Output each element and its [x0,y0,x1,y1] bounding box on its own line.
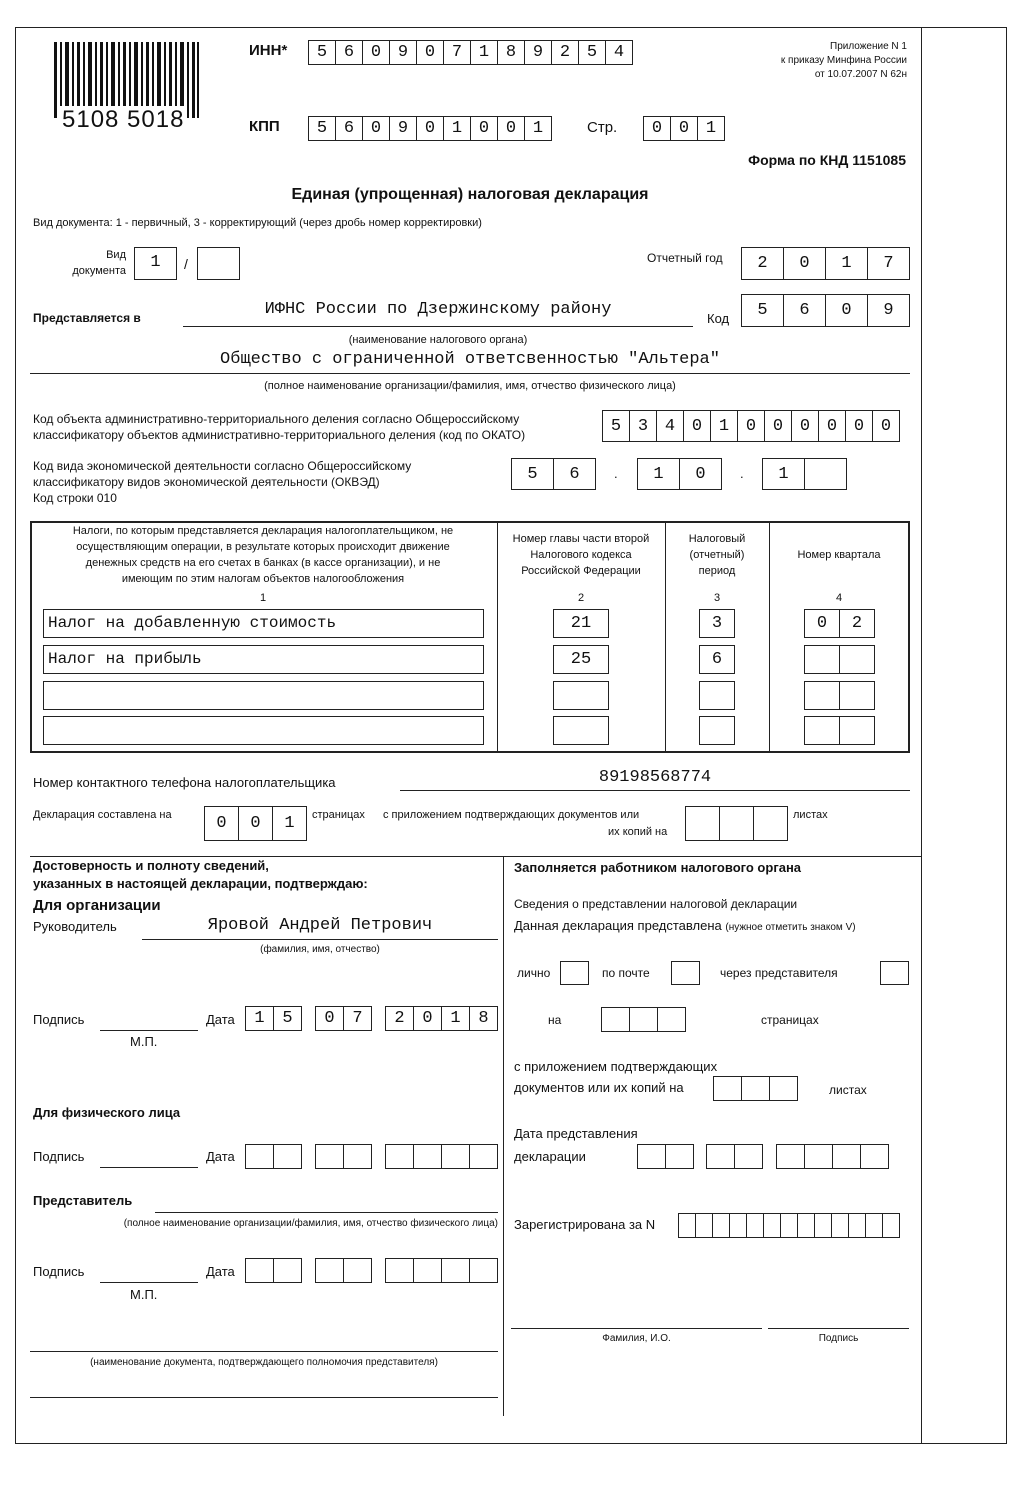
sign-label: Подпись [33,1012,85,1027]
by-mail-checkbox[interactable] [671,961,700,985]
rep-date-day-cells[interactable] [245,1258,302,1283]
authority-info: Сведения о представлении налоговой декларации [514,897,798,911]
phone-label: Номер контактного телефона налогоплательщика [33,775,336,790]
okato-cells[interactable] [602,410,900,442]
col-num-3: 3 [713,592,721,604]
digit-cell[interactable]: 6 [335,116,363,141]
authority-date-year-cells[interactable] [776,1144,889,1169]
pages-cells[interactable] [204,806,307,841]
digit-cell[interactable] [245,1258,274,1283]
digit-cell[interactable] [413,1258,442,1283]
date-label-2: Дата [206,1149,235,1164]
confirm-heading-2: указанных в настоящей декларации, подтверждаю: [33,876,368,891]
digit-cell[interactable] [713,1076,742,1101]
page-label: Стр. [587,119,618,136]
digit-cell[interactable] [343,1258,372,1283]
digit-cell[interactable] [629,1007,658,1032]
doc-type-label-2: документа [72,265,126,277]
digit-cell[interactable] [469,1144,498,1169]
submitted-text: Данная декларация представлена [514,918,722,933]
digit-cell[interactable] [695,1213,713,1238]
col2-header-1: Номер главы части второй [512,533,650,545]
digit-cell[interactable]: 0 [737,410,765,442]
sign-label-3: Подпись [33,1264,85,1279]
authority-code-cells[interactable] [741,294,910,327]
digit-cell[interactable]: 2 [551,40,579,65]
submitted-hint: (нужное отметить знаком V) [725,922,856,933]
tax-quarter-cell[interactable] [839,716,875,745]
digit-cell[interactable] [769,1076,798,1101]
fio-caption: (фамилия, имя, отчество) [260,944,380,955]
col3-header-2: (отчетный) [689,549,745,561]
digit-cell[interactable]: 0 [643,116,671,141]
sign-label-2: Подпись [33,1149,85,1164]
date-year-cells[interactable] [385,1006,498,1031]
digit-cell[interactable] [469,1258,498,1283]
pages-label: Декларация составлена на [33,809,172,821]
organization-name[interactable]: Общество с ограниченной ответсвенностью "Альтера" [220,350,720,369]
attach-sheets-cells[interactable] [685,806,788,841]
digit-cell[interactable] [804,458,847,490]
digit-cell[interactable]: 1 [441,1006,470,1031]
confirm-heading-1: Достоверность и полноту сведений, [33,858,269,873]
okved-cells-c[interactable] [762,458,847,490]
digit-cell[interactable] [832,1144,861,1169]
digit-cell[interactable]: 9 [867,294,910,327]
authority-name[interactable]: ИФНС России по Дзержинскому району [264,300,612,319]
doc-type-label-1: Вид [106,249,126,261]
digit-cell[interactable]: 0 [872,410,900,442]
digit-cell[interactable]: 5 [741,294,784,327]
barcode-number: 5108 5018 [62,106,185,133]
digit-cell[interactable] [441,1144,470,1169]
okved-cells-a[interactable] [511,458,596,490]
digit-cell[interactable] [413,1144,442,1169]
digit-cell[interactable]: 6 [335,40,363,65]
digit-cell[interactable] [865,1213,883,1238]
via-rep-checkbox[interactable] [880,961,909,985]
authority-part-heading: Заполняется работником налогового органа [514,860,802,875]
digit-cell[interactable] [763,1213,781,1238]
digit-cell[interactable]: 4 [656,410,684,442]
tax-name-field[interactable] [43,716,484,745]
digit-cell[interactable] [385,1144,414,1169]
tax-period-field[interactable] [699,716,735,745]
fio-label: Фамилия, И.О. [602,1333,671,1344]
col-num-2: 2 [577,592,585,604]
submitted-label [514,918,856,933]
doc-type-box[interactable] [134,247,177,280]
tax-chapter-field[interactable] [553,716,609,745]
digit-cell[interactable]: 0 [470,116,498,141]
digit-cell[interactable]: 7 [443,40,471,65]
form-title: Единая (упрощенная) налоговая декларация [291,186,649,203]
appendix-line-3: от 10.07.2007 N 62н [814,69,907,80]
digit-cell[interactable]: 1 [245,1006,274,1031]
digit-cell[interactable]: 0 [416,40,444,65]
digit-cell[interactable]: 9 [389,116,417,141]
rep-caption: (полное наименование организации/фамилия, имя, отчество физического лица) [123,1218,498,1229]
digit-cell[interactable] [678,1213,696,1238]
tax-period-field[interactable]: 6 [699,645,735,674]
digit-cell[interactable] [385,1258,414,1283]
date-label-3: Дата [206,1264,235,1279]
digit-cell[interactable] [780,1213,798,1238]
page-cells[interactable] [643,116,725,141]
inn-label: ИНН* [249,42,288,59]
authority-date-month-cells[interactable] [706,1144,763,1169]
digit-cell[interactable]: 3 [629,410,657,442]
doc-type-slash: / [184,256,188,272]
year-label: Отчетный год [647,251,723,265]
digit-cell[interactable] [797,1213,815,1238]
personally-label: лично [517,966,551,980]
authority-date-day-cells[interactable] [637,1144,694,1169]
okved-label-2: классификатору видов экономической деятельности (ОКВЭД) [33,475,380,489]
digit-cell[interactable] [665,1144,694,1169]
digit-cell[interactable]: 8 [497,40,525,65]
digit-cell[interactable]: 5 [578,40,606,65]
attach-1: с приложением подтверждающих [514,1059,718,1074]
digit-cell[interactable] [746,1213,764,1238]
okved-dot-1: . [614,466,618,481]
digit-cell[interactable]: 5 [273,1006,302,1031]
col4-header: Номер квартала [797,549,881,561]
col2-header-3: Российской Федерации [521,565,641,577]
digit-cell[interactable]: 5 [602,410,630,442]
digit-cell[interactable]: 0 [818,410,846,442]
year-cells[interactable] [741,247,910,280]
by-mail-label: по почте [602,966,650,980]
digit-cell[interactable]: 2 [741,247,784,280]
date-day-cells[interactable] [245,1006,302,1031]
tax-chapter-field[interactable]: 21 [553,609,609,638]
mp-label: М.П. [130,1034,158,1049]
person-date-day-cells[interactable] [245,1144,302,1169]
digit-cell[interactable]: 0 [362,116,390,141]
col-num-4: 4 [835,592,843,604]
digit-cell[interactable] [860,1144,889,1169]
okved-label-3: Код строки 010 [33,491,117,505]
digit-cell[interactable]: 0 [238,806,273,841]
col2-header-2: Налогового кодекса [530,549,632,561]
tax-name-field[interactable] [43,681,484,710]
digit-cell[interactable]: 0 [791,410,819,442]
digit-cell[interactable] [882,1213,900,1238]
authority-sheets-cells[interactable] [713,1076,798,1101]
col1-header-3: денежных средств на его счетах в банках (в кассе организации), и не [85,557,441,569]
tax-period-field[interactable] [699,681,735,710]
col1-header-4: имеющим по этим налогам объектов налогообложения [121,573,405,585]
doc-type-correction-box[interactable] [197,247,240,280]
digit-cell[interactable]: 1 [272,806,307,841]
rep-date-month-cells[interactable] [315,1258,372,1283]
organization-caption: (полное наименование организации/фамилия, имя, отчество физического лица) [264,380,676,392]
digit-cell[interactable]: 7 [343,1006,372,1031]
head-name[interactable]: Яровой Андрей Петрович [207,916,433,935]
digit-cell[interactable]: 1 [524,116,552,141]
tax-chapter-field[interactable] [553,681,609,710]
authority-pages-cells[interactable] [601,1007,686,1032]
col3-header-3: период [698,565,736,577]
attach-label-1: с приложением подтверждающих документов или [383,809,640,821]
tax-quarter-cell[interactable]: 2 [839,609,875,638]
digit-cell[interactable]: 0 [416,116,444,141]
person-date-year-cells[interactable] [385,1144,498,1169]
personally-checkbox[interactable] [560,961,589,985]
digit-cell[interactable]: 0 [683,410,711,442]
digit-cell[interactable]: 2 [385,1006,414,1031]
barcode [54,42,200,134]
digit-cell[interactable] [814,1213,832,1238]
digit-cell[interactable]: 8 [469,1006,498,1031]
digit-cell[interactable] [315,1258,344,1283]
rep-date-year-cells[interactable] [385,1258,498,1283]
digit-cell[interactable]: 1 [710,410,738,442]
person-heading: Для физического лица [33,1105,181,1120]
col-num-1: 1 [259,592,267,604]
okato-label-1: Код объекта административно-территориального деления согласно Общероссийскому [33,412,520,426]
doc-type-value: 1 [150,253,161,272]
digit-cell[interactable]: 0 [362,40,390,65]
digit-cell[interactable]: 0 [825,294,868,327]
digit-cell[interactable] [637,1144,666,1169]
digit-cell[interactable] [273,1258,302,1283]
col3-header-1: Налоговый [688,533,746,545]
kpp-label: КПП [249,118,280,135]
knd-code: Форма по КНД 1151085 [748,152,906,168]
pages-suffix: страницах [312,809,365,821]
attach-2: документов или их копий на [514,1080,684,1095]
digit-cell[interactable] [804,1144,833,1169]
authority-caption: (наименование налогового органа) [348,334,528,346]
okved-cells-b[interactable] [637,458,722,490]
digit-cell[interactable]: 6 [783,294,826,327]
submitted-to-label: Представляется в [33,311,141,325]
org-heading: Для организации [33,897,161,914]
digit-cell[interactable]: 1 [697,116,725,141]
appendix-line-1: Приложение N 1 [830,41,907,52]
digit-cell[interactable] [657,1007,686,1032]
kpp-cells[interactable] [308,116,552,141]
digit-cell[interactable] [441,1258,470,1283]
digit-cell[interactable] [245,1144,274,1169]
digit-cell[interactable] [729,1213,747,1238]
digit-cell[interactable]: 5 [308,40,336,65]
digit-cell[interactable]: 5 [511,458,554,490]
registration-number-cells[interactable] [678,1213,900,1238]
doc-type-hint: Вид документа: 1 - первичный, 3 - корректирующий (через дробь номер корректировки) [33,217,482,229]
digit-cell[interactable]: 0 [764,410,792,442]
date-submit-2: декларации [514,1149,586,1164]
digit-cell[interactable]: 0 [845,410,873,442]
digit-cell[interactable]: 1 [825,247,868,280]
col1-header-1: Налоги, по которым представляется декларация налогоплательщиком, не [72,525,454,537]
code-label: Код [707,311,730,326]
digit-cell[interactable]: 9 [524,40,552,65]
digit-cell[interactable] [776,1144,805,1169]
phone-value[interactable]: 89198568774 [598,768,712,787]
tax-quarter-cell[interactable] [839,681,875,710]
person-date-month-cells[interactable] [315,1144,372,1169]
sign-caption: Подпись [818,1333,859,1344]
digit-cell[interactable]: 1 [637,458,680,490]
digit-cell[interactable]: 0 [413,1006,442,1031]
date-label: Дата [206,1012,235,1027]
digit-cell[interactable] [719,806,754,841]
digit-cell[interactable] [712,1213,730,1238]
inn-cells[interactable] [308,40,633,65]
head-label: Руководитель [33,919,117,934]
okato-label-2: классификатору объектов административно-территориального деления (код по ОКАТО) [33,428,526,442]
digit-cell[interactable] [741,1076,770,1101]
date-month-cells[interactable] [315,1006,372,1031]
digit-cell[interactable] [601,1007,630,1032]
digit-cell[interactable] [831,1213,849,1238]
digit-cell[interactable] [273,1144,302,1169]
digit-cell[interactable]: 1 [470,40,498,65]
digit-cell[interactable]: 0 [783,247,826,280]
digit-cell[interactable]: 0 [670,116,698,141]
rep-label: Представитель [33,1193,133,1208]
date-submit-1: Дата представления [514,1126,638,1141]
digit-cell[interactable]: 5 [308,116,336,141]
on-label: на [548,1013,562,1027]
digit-cell[interactable] [706,1144,735,1169]
digit-cell[interactable]: 9 [389,40,417,65]
digit-cell[interactable]: 1 [762,458,805,490]
okved-dot-2: . [740,466,744,481]
pages-word: страницах [761,1013,819,1027]
tax-quarter-cell[interactable] [804,681,840,710]
doc-caption: (наименование документа, подтверждающего полномочия представителя) [90,1357,438,1368]
digit-cell[interactable]: 0 [204,806,239,841]
okved-label-1: Код вида экономической деятельности согласно Общероссийскому [33,459,412,473]
digit-cell[interactable]: 4 [605,40,633,65]
tax-quarter-cell[interactable]: 0 [804,609,840,638]
digit-cell[interactable]: 0 [679,458,722,490]
digit-cell[interactable]: 0 [315,1006,344,1031]
attach-label-2: их копий на [608,826,668,838]
tax-name-field[interactable]: Налог на прибыль [43,645,484,674]
registered-label: Зарегистрирована за N [514,1217,656,1232]
tax-quarter-cell[interactable] [804,645,840,674]
digit-cell[interactable]: 7 [867,247,910,280]
appendix-line-2: к приказу Минфина России [780,55,907,66]
sheets-word: листах [829,1083,867,1097]
tax-chapter-field[interactable]: 25 [553,645,609,674]
mp-label-2: М.П. [130,1287,158,1302]
digit-cell[interactable]: 0 [497,116,525,141]
digit-cell[interactable] [315,1144,344,1169]
attach-suffix: листах [793,809,828,821]
digit-cell[interactable]: 1 [443,116,471,141]
tax-quarter-cell[interactable] [804,716,840,745]
digit-cell[interactable] [343,1144,372,1169]
tax-period-field[interactable]: 3 [699,609,735,638]
digit-cell[interactable] [734,1144,763,1169]
digit-cell[interactable]: 6 [553,458,596,490]
via-rep-label: через представителя [720,966,838,980]
digit-cell[interactable] [753,806,788,841]
tax-name-field[interactable]: Налог на добавленную стоимость [43,609,484,638]
digit-cell[interactable] [685,806,720,841]
digit-cell[interactable] [848,1213,866,1238]
col1-header-2: осуществляющим операции, в результате которых происходит движение [76,541,450,553]
tax-quarter-cell[interactable] [839,645,875,674]
